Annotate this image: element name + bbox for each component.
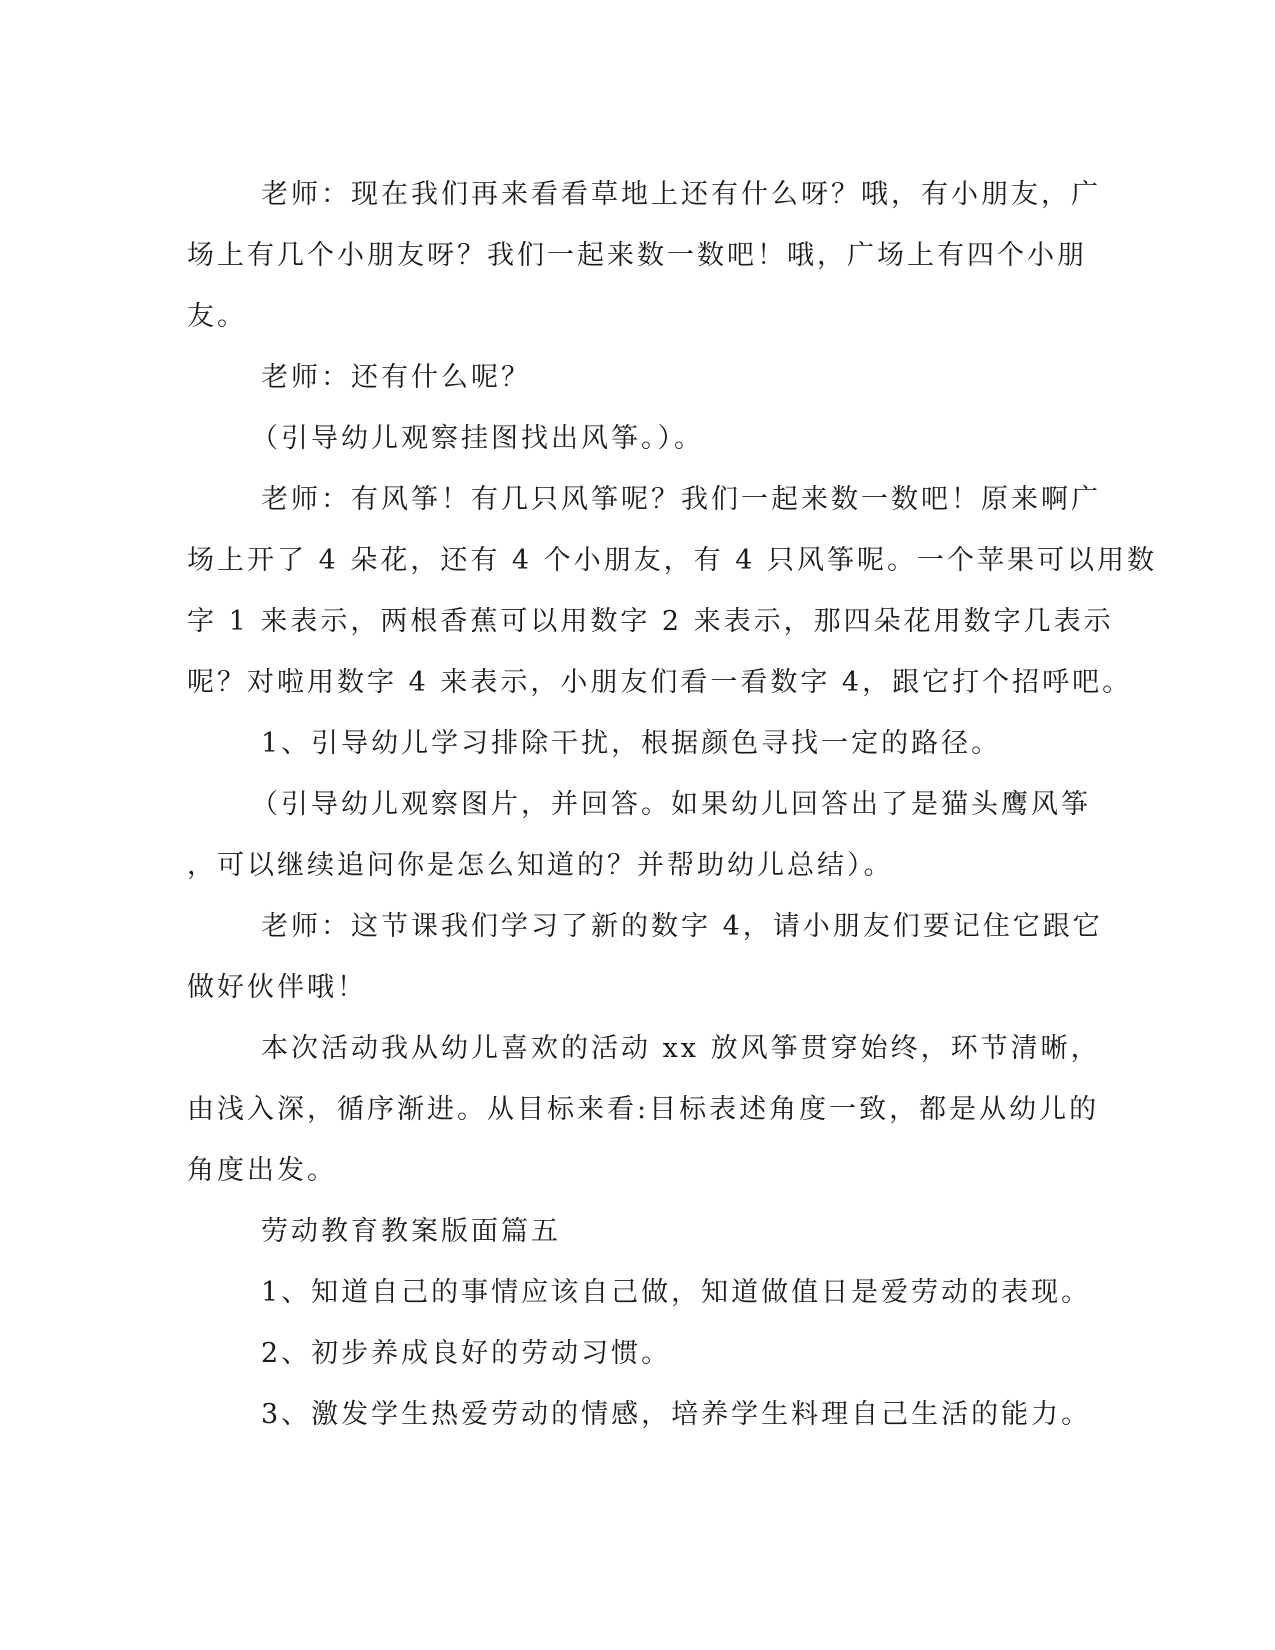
text-line: 本次活动我从幼儿喜欢的活动 xx 放风筝贯穿始终，环节清晰， [261, 1033, 1101, 1064]
text-line: 老师：这节课我们学习了新的数字 4，请小朋友们要记住它跟它 [261, 911, 1103, 942]
text-line: 由浅入深，循序渐进。从目标来看:目标表述角度一致，都是从幼儿的 [187, 1094, 1100, 1125]
list-item: 1、知道自己的事情应该自己做，知道做值日是爱劳动的表现。 [261, 1277, 1092, 1308]
text-line: ，可以继续追问你是怎么知道的？并帮助幼儿总结）。 [187, 850, 894, 881]
document-body [187, 164, 1158, 1445]
text-line: 呢？对啦用数字 4 来表示，小朋友们看一看数字 4，跟它打个招呼吧。 [187, 667, 1133, 698]
text-line: 场上有几个小朋友呀？我们一起来数一数吧！哦，广场上有四个小朋 [187, 240, 1087, 271]
list-item: 3、激发学生热爱劳动的情感，培养学生料理自己生活的能力。 [261, 1399, 1092, 1430]
text-line: 老师：有风筝！有几只风筝呢？我们一起来数一数吧！原来啊广 [261, 484, 1101, 515]
section-heading: 劳动教育教案版面篇五 [261, 1216, 561, 1247]
text-line: 1、引导幼儿学习排除干扰，根据颜色寻找一定的路径。 [261, 728, 1002, 759]
text-line: （引导幼儿观察挂图找出风筝。）。 [251, 423, 704, 454]
text-line: 友。 [187, 301, 247, 332]
text-line: 角度出发。 [187, 1155, 337, 1186]
text-line: 场上开了 4 朵花，还有 4 个小朋友，有 4 只风筝呢。一个苹果可以用数 [187, 545, 1158, 576]
text-line: 做好伙伴哦！ [187, 972, 367, 1003]
text-line: 字 1 来表示，两根香蕉可以用数字 2 来表示，那四朵花用数字几表示 [187, 606, 1114, 637]
text-line: （引导幼儿观察图片，并回答。如果幼儿回答出了是猫头鹰风筝 [251, 789, 1091, 820]
text-line: 老师：还有什么呢？ [261, 362, 531, 393]
text-line: 老师：现在我们再来看看草地上还有什么呀？哦，有小朋友，广 [261, 179, 1101, 210]
list-item: 2、初步养成良好的劳动习惯。 [261, 1338, 672, 1369]
